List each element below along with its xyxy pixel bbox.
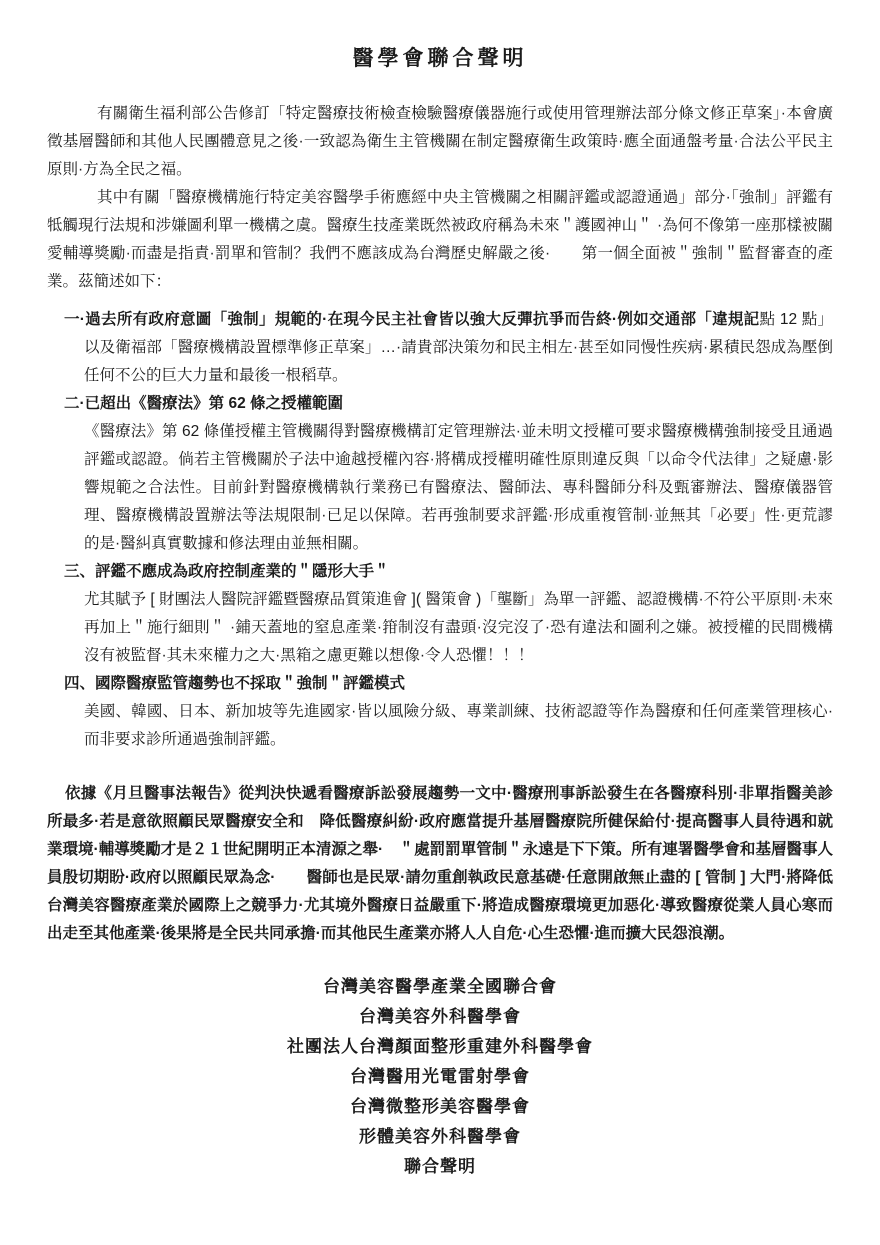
section-4-heading: 四、國際醫療監管趨勢也不採取＂強制＂評鑑模式 [64,675,406,692]
signatory-line-4: 台灣醫用光電雷射學會 [350,1067,530,1086]
signatory-line-3: 社團法人台灣顏面整形重建外科醫學會 [287,1037,593,1056]
section-1-lead-bold: 一·過去所有政府意圖「強制」規範的·在現今民主社會皆以強大反彈抗爭而告終·例如交通部「違規記 [64,311,760,328]
signatory-line-7: 聯合聲明 [404,1157,476,1176]
signatory-line-6: 形體美容外科醫學會 [359,1127,521,1146]
signatory-line-1: 台灣美容醫學產業全國聯合會 [323,977,557,996]
section-2 [47,390,833,558]
section-1-rest: 點 12 點」以及衛福部「醫療機構設置標準修正草案」…·請貴部決策勿和民主相左·甚至如同慢性疾病·累積民怨成為壓倒任何不公的巨大力量和最後一根稻草。 [84,311,833,384]
section-3-body: 尤其賦予 [ 財團法人醫院評鑑暨醫療品質策進會 ]( 醫策會 )「壟斷」為單一評鑑、認證機構·不符公平原則·未來再加上＂施行細則＂ ·鋪天蓋地的窒息產業·箝制沒有盡頭·沒完沒了·恐有違法和圖利之嫌。被授權的民間機構沒有被監督·其未來權力之大·黑箱之慮更難以想像·令人恐懼！！！ [84,591,833,664]
signature-block [47,972,833,1182]
signatory-line-2: 台灣美容外科醫學會 [359,1007,521,1026]
section-3 [47,558,833,670]
closing-paragraph: 依據《月旦醫事法報告》從判決快遞看醫療訴訟發展趨勢一文中·醫療刑事訴訟發生在各醫療科別·非單指醫美診所最多·若是意欲照顧民眾醫療安全和 降低醫療糾紛·政府應當提升基層醫療院所健保給付·提高醫事人員待遇和就業環境·輔導獎勵才是２１世紀開明正本清源之舉· ＂處罰罰單管制＂永遠是下下策。所有連署醫學會和基層醫事人員殷切期盼·政府以照顧民眾為念· 醫師也是民眾·請勿重創執政民意基礎·任意開啟無止盡的 [ 管制 ] 大門·將降低台灣美容醫療產業於國際上之競爭力·尤其境外醫療日益嚴重下·將造成醫療環境更加惡化·導致醫療從業人員心寒而出走至其他產業·後果將是全民共同承擔·而其他民生產業亦將人人自危·心生恐懼·進而擴大民怨浪潮。 [47,785,833,942]
section-4 [47,670,833,754]
section-2-body: 《醫療法》第 62 條僅授權主管機關得對醫療機構訂定管理辦法·並未明文授權可要求醫療機構強制接受且通過評鑑或認證。倘若主管機關於子法中逾越授權內容·將構成授權明確性原則違反與「以命令代法律」之疑慮·影響規範之合法性。目前針對醫療機構執行業務已有醫療法、醫師法、專科醫師分科及甄審辦法、醫療儀器管理、醫療機構設置辦法等法規限制·已足以保障。若再強制要求評鑑·形成重複管制·並無其「必要」性·更荒謬的是·醫糾真實數據和修法理由並無相關。 [84,423,833,552]
section-1 [64,306,833,390]
intro-paragraph-1: 有關衛生福利部公告修訂「特定醫療技術檢查檢驗醫療儀器施行或使用管理辦法部分條文修正草案」·本會廣徵基層醫師和其他人民團體意見之後·一致認為衛生主管機關在制定醫療衛生政策時·應全面通盤考量·合法公平民主原則·方為全民之福。 [47,105,833,178]
intro-paragraph-2: 其中有關「醫療機構施行特定美容醫學手術應經中央主管機關之相關評鑑或認證通過」部分·「強制」評鑑有牴觸現行法規和涉嫌圖利單一機構之虞。醫療生技產業既然被政府稱為未來＂護國神山＂ ·為何不像第一座那樣被關愛輔導獎勵·而盡是指責·罰單和管制？我們不應該成為台灣歷史解嚴之後· 第一個全面被＂強制＂監督審查的產業。茲簡述如下： [47,189,833,290]
section-4-body: 美國、韓國、日本、新加坡等先進國家·皆以風險分級、專業訓練、技術認證等作為醫療和任何產業管理核心·而非要求診所通過強制評鑑。 [84,703,833,748]
signatory-line-5: 台灣微整形美容醫學會 [350,1097,530,1116]
section-3-heading: 三、評鑑不應成為政府控制產業的＂隱形大手＂ [64,563,390,580]
section-2-heading: 二·已超出《醫療法》第 62 條之授權範圍 [64,395,344,412]
document-title: 醫學會聯合聲明 [352,47,528,70]
